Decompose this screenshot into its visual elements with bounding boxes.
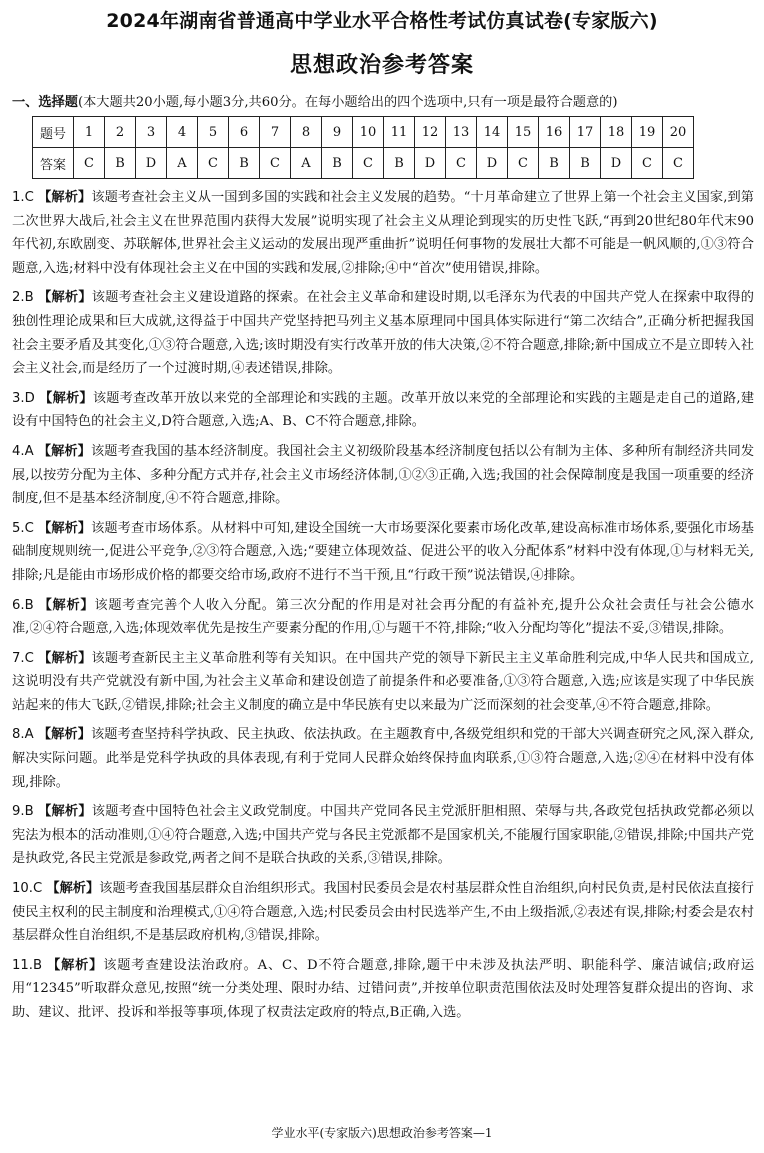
answer-cell: B bbox=[570, 148, 601, 179]
answer-cell: B bbox=[229, 148, 260, 179]
question-number-cell: 3 bbox=[136, 117, 167, 148]
explanation-number: 9.B bbox=[12, 804, 34, 820]
question-number-cell: 7 bbox=[260, 117, 291, 148]
question-number-cell: 10 bbox=[353, 117, 384, 148]
explanation-number: 4.A bbox=[12, 443, 34, 459]
explanation-tag: 【解析】 bbox=[38, 190, 92, 205]
explanation-tag: 【解析】 bbox=[39, 390, 93, 406]
question-number-cell: 13 bbox=[446, 117, 477, 148]
explanation-tag: 【解析】 bbox=[38, 597, 95, 613]
explanation-item bbox=[12, 594, 754, 641]
answer-cell: C bbox=[260, 148, 291, 179]
explanation-number: 8.A bbox=[12, 727, 34, 743]
question-number-cell: 8 bbox=[291, 117, 322, 148]
question-number-cell: 20 bbox=[663, 117, 694, 148]
explanation-number: 3.D bbox=[12, 390, 35, 406]
answer-cell: C bbox=[508, 148, 539, 179]
question-number-cell: 1 bbox=[74, 117, 105, 148]
question-number-cell: 17 bbox=[570, 117, 601, 148]
explanation-number: 10.C bbox=[12, 881, 43, 897]
explanation-number: 7.C bbox=[12, 650, 34, 666]
explanation-tag: 【解析】 bbox=[46, 881, 100, 897]
explanation-text: 该题考查市场体系。从材料中可知,建设全国统一大市场要深化要素市场化改革,建设高标准市场体系,要强化市场基础制度规则统一,促进公平竞争,②③符合题意,入选;“要建立体现效益、促进公平的收入分配体系”材料中没有体现,①与材料无关,排除;凡是能由市场形成价格的都要交给市场,政府不进行不当干预,且“行政干预”说法错误,④排除。 bbox=[12, 520, 754, 583]
explanation-text: 该题考查坚持科学执政、民主执政、依法执政。在主题教育中,各级党组织和党的干部大兴调查研究之风,深入群众,解决实际问题。此举是党科学执政的具体表现,有利于党同人民群众始终保持血肉联系,①③符合题意,入选;②④在材料中没有体现,排除。 bbox=[12, 727, 754, 790]
explanation-item bbox=[12, 387, 754, 434]
answer-cell: C bbox=[632, 148, 663, 179]
question-number-cell: 4 bbox=[167, 117, 198, 148]
explanation-number: 11.B bbox=[12, 957, 43, 973]
section-note: (本大题共20小题,每小题3分,共60分。在每小题给出的四个选项中,只有一项是最符合题意的) bbox=[77, 95, 618, 110]
answer-cell: D bbox=[136, 148, 167, 179]
question-number-cell: 16 bbox=[539, 117, 570, 148]
answer-cell: B bbox=[539, 148, 570, 179]
number-row-label: 题号 bbox=[33, 117, 74, 148]
question-number-cell: 11 bbox=[384, 117, 415, 148]
explanation-item bbox=[12, 877, 754, 948]
explanation-item bbox=[12, 517, 754, 588]
explanation-text: 该题考查建设法治政府。A、C、D不符合题意,排除,题干中未涉及执法严明、职能科学、廉洁诚信;政府运用“12345”听取群众意见,按照“统一分类处理、限时办结、过错问责”,并按单位职责范围依法及时处理答复群众提出的咨询、求助、建议、批评、投诉和举报等事项,体现了权责法定政府的特点,B正确,入选。 bbox=[12, 957, 755, 1020]
question-number-cell: 14 bbox=[477, 117, 508, 148]
question-number-cell: 15 bbox=[508, 117, 539, 148]
explanation-item bbox=[12, 723, 754, 794]
section-heading bbox=[12, 91, 757, 110]
section-title: 一、选择题 bbox=[12, 95, 78, 110]
explanation-tag: 【解析】 bbox=[38, 804, 92, 820]
explanation-text: 该题考查我国基层群众自治组织形式。我国村民委员会是农村基层群众性自治组织,向村民负责,是村民依法直接行使民主权利的民主制度和治理模式,①④符合题意,入选;村民委员会由村民选举产生,不由上级指派,②表述有误,排除;村委会是农村基层群众性自治组织,不是基层政府机构,③错误,排除。 bbox=[12, 881, 754, 944]
answer-cell: D bbox=[415, 148, 446, 179]
document-subtitle: 思想政治参考答案 bbox=[289, 53, 474, 78]
explanation-item bbox=[12, 286, 754, 380]
page-footer: 学业水平(专家版六)思想政治参考答案—1 bbox=[271, 1126, 493, 1140]
explanation-item bbox=[12, 800, 754, 871]
answer-cell: B bbox=[384, 148, 415, 179]
answer-row-label: 答案 bbox=[33, 148, 74, 179]
explanation-text: 该题考查中国特色社会主义政党制度。中国共产党同各民主党派肝胆相照、荣辱与共,各政党包括执政党都必须以宪法为根本的活动准则,①④符合题意,入选;中国共产党与各民主党派都不是国家机关,不能履行国家职能,②错误,排除;中国共产党是执政党,各民主党派是参政党,两者之间不是联合执政的关系,③错误,排除。 bbox=[12, 804, 754, 867]
explanation-text: 该题考查新民主主义革命胜利等有关知识。在中国共产党的领导下新民主主义革命胜利完成,中华人民共和国成立,这说明没有共产党就没有新中国,为社会主义革命和建设创造了前提条件和必要准备,①③符合题意,入选;应该是实现了中华民族站起来的伟大飞跃,②错误,排除;社会主义制度的确立是中华民族有史以来最为广泛而深刻的社会变革,④不符合题意,排除。 bbox=[12, 650, 754, 713]
question-number-cell: 19 bbox=[632, 117, 663, 148]
explanation-tag: 【解析】 bbox=[37, 443, 91, 459]
question-number-cell: 2 bbox=[105, 117, 136, 148]
question-number-cell: 6 bbox=[229, 117, 260, 148]
explanation-tag: 【解析】 bbox=[38, 520, 92, 536]
explanation-tag: 【解析】 bbox=[47, 957, 104, 973]
answer-cell: D bbox=[477, 148, 508, 179]
explanation-number: 2.B bbox=[12, 290, 34, 306]
answer-cell: C bbox=[198, 148, 229, 179]
explanation-number: 1.C bbox=[12, 190, 34, 205]
question-number-cell: 12 bbox=[415, 117, 446, 148]
answer-table bbox=[32, 116, 694, 179]
answer-cell: B bbox=[322, 148, 353, 179]
explanation-text: 该题考查改革开放以来党的全部理论和实践的主题。改革开放以来党的全部理论和实践的主题是走自己的道路,建设有中国特色的社会主义,D符合题意,入选;A、B、C不符合题意,排除。 bbox=[12, 390, 755, 430]
answer-cell: C bbox=[74, 148, 105, 179]
question-number-cell: 9 bbox=[322, 117, 353, 148]
explanation-item bbox=[12, 954, 754, 1025]
explanation-text: 该题考查完善个人收入分配。第三次分配的作用是对社会再分配的有益补充,提升公众社会责任与社会公德水准,②④符合题意,入选;体现效率优先是按生产要素分配的作用,①与题干不符,排除;“收入分配均等化”提法不妥,③错误,排除。 bbox=[12, 597, 754, 637]
answer-cell: D bbox=[601, 148, 632, 179]
answer-cell: B bbox=[105, 148, 136, 179]
explanation-text: 该题考查社会主义从一国到多国的实践和社会主义发展的趋势。“十月革命建立了世界上第一个社会主义国家,到第二次世界大战后,社会主义在世界范围内获得大发展”说明实现了社会主义从理论到现实的历史性飞跃,“再到20世纪80年代末90年代初,东欧剧变、苏联解体,世界社会主义运动的发展出现严重曲折”说明任何事物的发展壮大都不可能是一帆风顺的,①③符合题意,入选;材料中没有体现社会主义在中国的实践和发展,②排除;④中“首次”使用错误,排除。 bbox=[12, 190, 754, 276]
explanation-number: 5.C bbox=[12, 520, 34, 536]
explanation-list bbox=[12, 186, 754, 1031]
explanation-item bbox=[12, 647, 754, 718]
document-title: 2024年湖南省普通高中学业水平合格性考试仿真试卷(专家版六) bbox=[106, 10, 658, 32]
answer-cell: A bbox=[167, 148, 198, 179]
explanation-tag: 【解析】 bbox=[38, 650, 92, 666]
explanation-tag: 【解析】 bbox=[37, 727, 91, 743]
answer-cell: A bbox=[291, 148, 322, 179]
explanation-item bbox=[12, 186, 754, 280]
answer-cell: C bbox=[353, 148, 384, 179]
explanation-number: 6.B bbox=[12, 597, 34, 613]
answer-cell: C bbox=[663, 148, 694, 179]
explanation-text: 该题考查社会主义建设道路的探索。在社会主义革命和建设时期,以毛泽东为代表的中国共产党人在探索中取得的独创性理论成果和巨大成就,这得益于中国共产党坚持把马列主义基本原理同中国具体实际进行“第二次结合”,正确分析把握我国社会主要矛盾及其变化,①③符合题意,入选;该时期没有实行改革开放的伟大决策,②不符合题意,排除;新中国成立不是立即转入社会主义社会,而是经历了一个过渡时期,④表述错误,排除。 bbox=[12, 290, 754, 377]
question-number-cell: 18 bbox=[601, 117, 632, 148]
answer-table-number-row bbox=[33, 117, 694, 148]
answer-cell: C bbox=[446, 148, 477, 179]
question-number-cell: 5 bbox=[198, 117, 229, 148]
explanation-item bbox=[12, 440, 754, 511]
explanation-text: 该题考查我国的基本经济制度。我国社会主义初级阶段基本经济制度包括以公有制为主体、多种所有制经济共同发展,以按劳分配为主体、多种分配方式并存,社会主义市场经济体制,①②③正确,入选;我国的社会保障制度是我国一项重要的经济制度,但不是基本经济制度,④不符合题意,排除。 bbox=[12, 443, 755, 507]
answer-table-answer-row bbox=[33, 148, 694, 179]
explanation-tag: 【解析】 bbox=[38, 290, 92, 306]
